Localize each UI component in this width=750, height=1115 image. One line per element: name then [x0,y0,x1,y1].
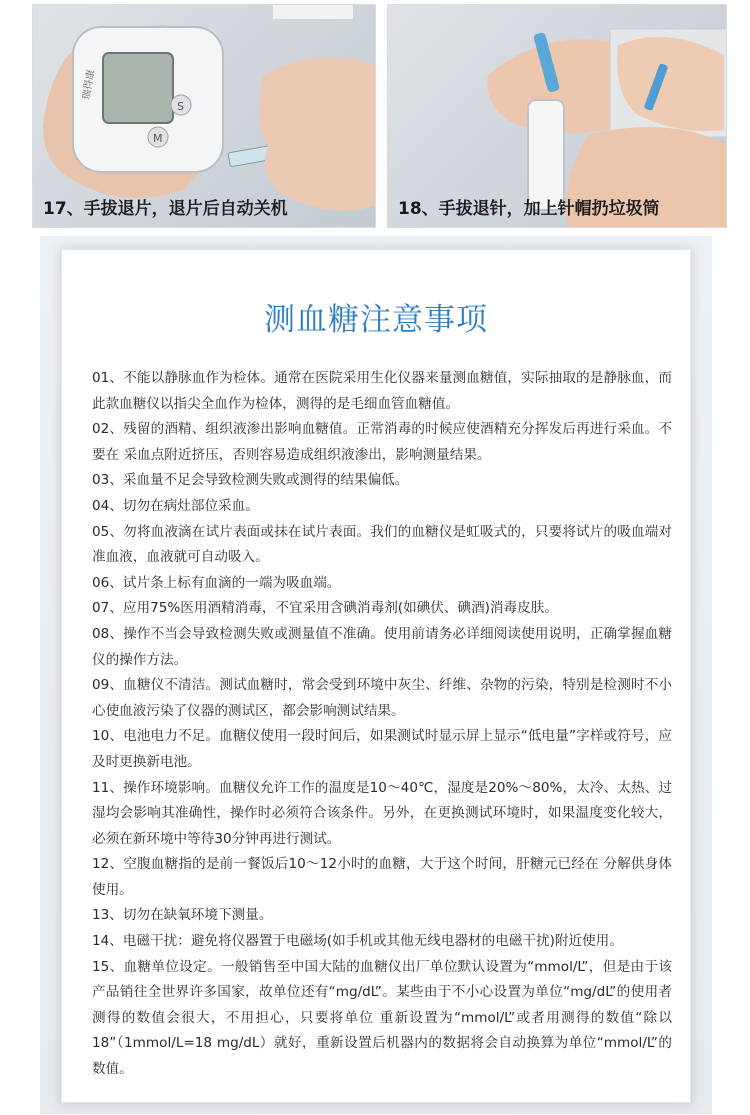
meter-button-s-label: S [177,100,184,113]
notice-item: 01、不能以静脉血作为检体。通常在医院采用生化仪器来量测血糖值，实际抽取的是静脉血，而此款血糖仪以指尖全血作为检体，测得的是毛细血管血糖值。 [92,370,672,412]
notice-item: 04、切勿在病灶部位采血。 [92,497,259,514]
notice-item: 13、切勿在缺氧环境下测量。 [92,907,273,924]
notice-item: 10、电池电力不足。血糖仪使用一段时间后，如果测试时显示屏上显示“低电量”字样或符号，应及时更换新电池。 [92,728,672,770]
photo-caption: 17、手拔退片，退片后自动关机 [43,199,288,219]
notice-item: 12、空腹血糖指的是前一餐饭后10～12小时的血糖，大于这个时间，肝糖元已经在 分解供身体使用。 [92,856,672,898]
notice-item: 06、试片条上标有血滴的一端为吸血端。 [92,574,341,591]
notice-item: 08、操作不当会导致检测失败或测量值不准确。使用前请务必详细阅读使用说明，正确掌握血糖仪的操作方法。 [92,625,672,668]
notice-item: 14、电磁干扰：避免将仪器置于电磁场(如手机或其他无线电器材的电磁干扰)附近使用。 [92,933,623,950]
photo-eject-lancet [387,4,727,228]
notice-item: 07、应用75%医用酒精消毒，不宜采用含碘消毒剂(如碘伏、碘酒)消毒皮肤。 [92,600,558,617]
notice-item: 05、勿将血液滴在试片表面或抹在试片表面。我们的血糖仪是虹吸式的，只要将试片的吸血端对准血液，血液就可自动吸入。 [92,523,672,566]
notice-item: 03、采血量不足会导致检测失败或测得的结果偏低。 [92,472,409,489]
meter-button-m-label: M [153,132,163,145]
photo-caption: 18、手拔退针，加上针帽扔垃圾筒 [398,199,660,219]
notice-item: 09、血糖仪不清洁。测试血糖时，常会受到环境中灰尘、纤维、杂物的污染，特别是检测时不小心使血液污染了仪器的测试区，都会影响测试结果。 [92,677,672,719]
meter-brand-label: 瑞得康 [81,69,98,101]
notice-list [92,366,672,1083]
notice-panel [62,250,690,1102]
notice-title: 测血糖注意事项 [264,302,488,338]
notice-item: 15、血糖单位设定。一般销售至中国大陆的血糖仪出厂单位默认设置为“mmol/L”，但是由于该产品销往全世界许多国家，故单位还有“mg/dL”。某些由于不小心设置为单位“mg/dL”的使用者测得的数值会很大，不用担心，只要将单位 重新设置为“mmol/L”或者用测得的数值“除以18”（1mmol/L=18 mg/dL）就好，重新设置后机器内的数据将会自动换算为单位“mmol/L”的数值。 [92,958,672,1078]
notice-item: 11、操作环境影响。血糖仪允许工作的温度是10～40℃，湿度是20%～80%，太冷、太热、过湿均会影响其准确性，操作时必须符合该条件。另外，在更换测试环境时，如果温度变化较大，必须在新环境中等待30分钟再进行测试。 [92,779,672,847]
photo-eject-strip [32,4,376,228]
notice-item: 02、残留的酒精、组织液渗出影响血糖值。正常消毒的时候应使酒精充分挥发后再进行采血。不要在 采血点附近挤压，否则容易造成组织液渗出，影响测量结果。 [92,421,672,463]
